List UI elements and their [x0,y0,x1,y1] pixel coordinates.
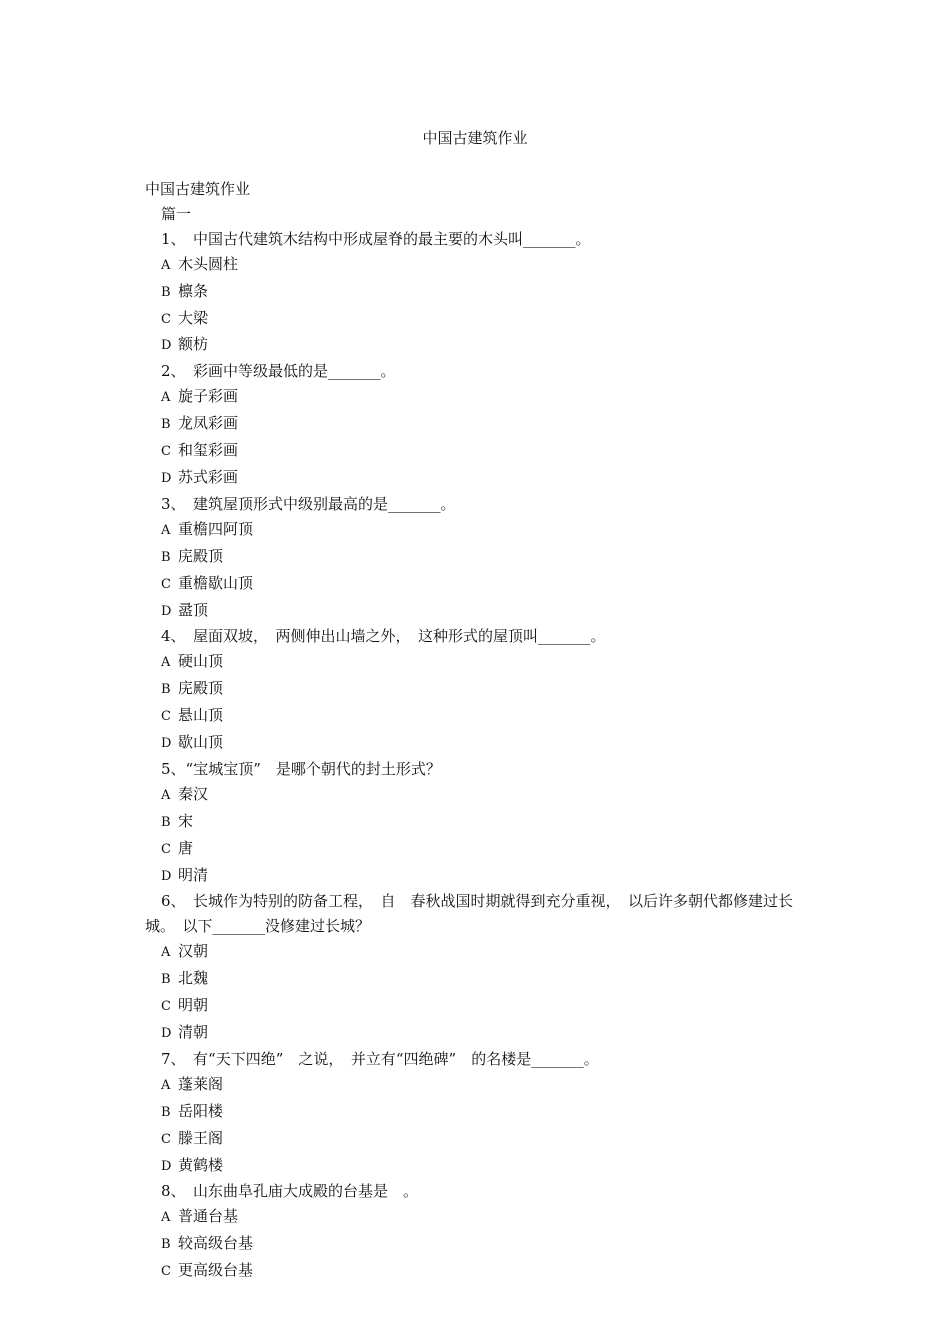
option-text: 蓬莱阁 [178,1074,224,1093]
answer-option [145,1020,810,1047]
answer-option [145,252,810,279]
option-text: 岳阳楼 [178,1101,224,1120]
option-text: 和玺彩画 [178,441,239,460]
answer-option [145,863,810,890]
question-stem: 1、 中国古代建筑木结构中形成屋脊的最主要的木头叫_______。 [161,229,591,248]
option-letter: B [161,814,171,830]
answer-option [145,279,810,306]
answer-option [145,517,810,544]
section-label: 篇一 [161,204,192,223]
option-letter: C [161,1131,171,1147]
answer-option [145,676,810,703]
answer-option [145,571,810,598]
answer-option [145,649,810,676]
option-letter: A [161,390,171,406]
option-letter: C [161,999,171,1015]
option-text: 庑殿顶 [178,679,224,698]
page-title: 中国古建筑作业 [422,129,528,147]
document-body [145,177,810,1285]
answer-option [145,1099,810,1126]
option-text: 旋子彩画 [178,387,239,406]
answer-option [145,809,810,836]
option-letter: A [161,522,171,538]
answer-option [145,939,810,966]
option-text: 唐 [178,838,194,857]
question-stem: 7、 有“天下四绝” 之说， 并立有“四绝碑” 的名楼是_______。 [161,1049,599,1068]
option-text: 檩条 [178,281,209,300]
option-letter: A [161,787,171,803]
question-stem: 4、 屋面双坡， 两侧伸出山墙之外， 这种形式的屋顶叫_______。 [161,627,606,646]
option-letter: D [161,868,172,884]
option-letter: D [161,470,172,486]
option-text: 滕王阁 [178,1128,224,1147]
option-letter: C [161,709,171,725]
option-letter: B [161,284,171,300]
option-letter: A [161,655,171,671]
option-letter: D [161,1158,172,1174]
answer-option [145,411,810,438]
option-letter: B [161,1237,171,1253]
answer-option [145,306,810,333]
option-letter: A [161,257,171,273]
option-text: 黄鹤楼 [178,1155,224,1174]
answer-option [145,332,810,359]
answer-option [145,1072,810,1099]
option-text: 硬山顶 [178,652,224,671]
option-text: 秦汉 [178,784,209,803]
question-stem: 8、 山东曲阜孔庙大成殿的台基是 。 [161,1182,419,1201]
answer-option [145,1126,810,1153]
answer-option [145,544,810,571]
option-text: 木头圆柱 [178,254,239,273]
answer-option [145,598,810,625]
option-text: 普通台基 [178,1207,239,1226]
answer-option [145,1258,810,1285]
option-text: 龙凤彩画 [178,414,239,433]
option-text: 汉朝 [178,942,209,961]
option-text: 明清 [178,865,209,884]
option-text: 宋 [178,811,194,830]
option-text: 庑殿顶 [178,546,224,565]
option-letter: B [161,417,171,433]
option-text: 较高级台基 [178,1234,254,1253]
option-letter: C [161,1264,171,1280]
option-letter: A [161,1077,171,1093]
answer-option [145,730,810,757]
option-letter: A [161,945,171,961]
answer-option [145,465,810,492]
option-text: 北魏 [178,969,209,988]
option-text: 大梁 [178,308,209,327]
question-stem: 2、 彩画中等级最低的是_______。 [161,362,396,381]
answer-option [145,1153,810,1180]
option-text: 悬山顶 [178,706,224,725]
document-heading: 中国古建筑作业 [145,180,251,198]
option-text: 更高级台基 [178,1261,254,1280]
question-stem: 6、 长城作为特别的防备工程， 自 春秋战国时期就得到充分重视， 以后许多朝代都修建过长城。 以下_______没修建过长城？ [145,892,794,936]
question-stem: 3、 建筑屋顶形式中级别最高的是_______。 [161,494,456,513]
answer-option [145,438,810,465]
option-letter: A [161,1210,171,1226]
option-text: 苏式彩画 [178,467,239,486]
answer-option [145,1231,810,1258]
answer-option [145,836,810,863]
answer-option [145,1204,810,1231]
option-letter: B [161,972,171,988]
option-letter: D [161,603,172,619]
option-letter: B [161,1104,171,1120]
option-text: 清朝 [178,1023,209,1041]
option-letter: C [161,576,171,592]
option-letter: B [161,682,171,698]
option-letter: C [161,841,171,857]
answer-option [145,384,810,411]
option-letter: D [161,338,172,354]
option-text: 明朝 [178,996,209,1015]
answer-option [145,993,810,1020]
answer-option [145,703,810,730]
question-stem: 5、“宝城宝顶” 是哪个朝代的封土形式？ [161,759,441,778]
answer-option [145,966,810,993]
option-text: 重檐歇山顶 [178,573,254,592]
option-letter: C [161,311,171,327]
option-letter: B [161,549,171,565]
option-text: 歇山顶 [178,733,224,752]
option-text: 额枋 [178,335,209,354]
option-letter: D [161,736,172,752]
option-letter: D [161,1026,172,1041]
option-text: 盝顶 [178,600,209,619]
answer-option [145,782,810,809]
option-letter: C [161,444,171,460]
option-text: 重檐四阿顶 [178,519,254,538]
